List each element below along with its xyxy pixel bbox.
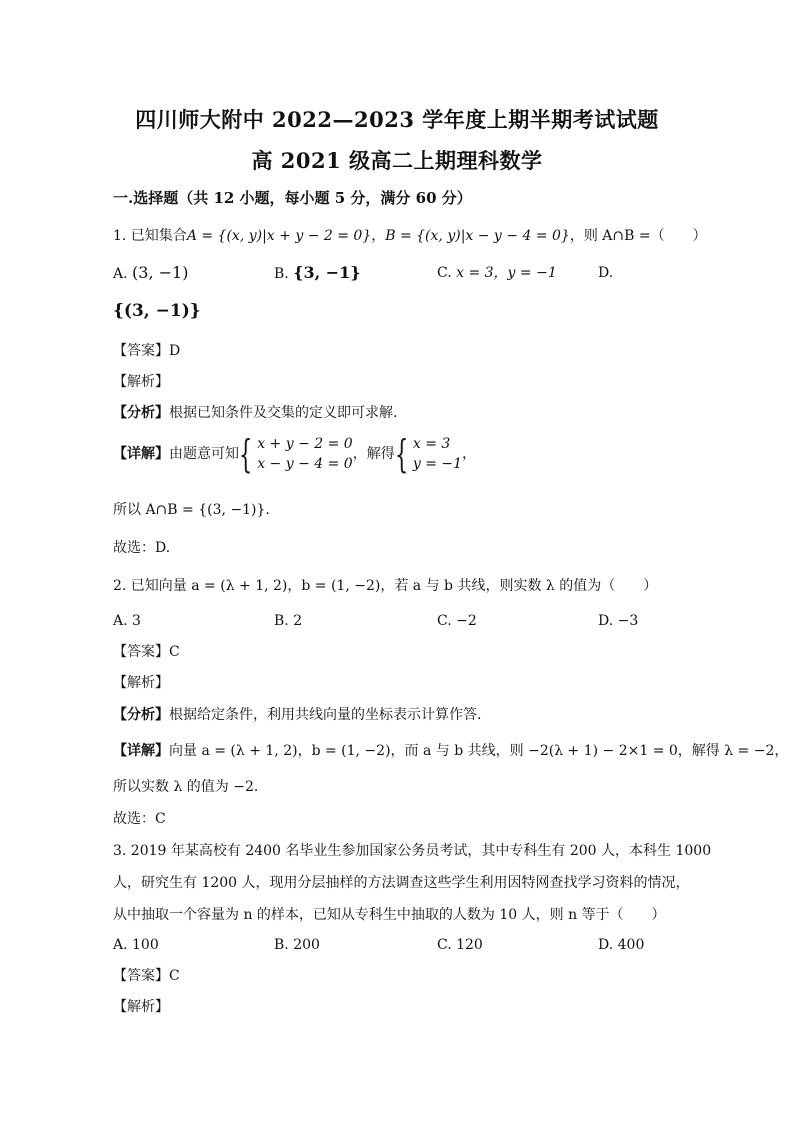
q2-xiangjie-text: 向量 a = (λ + 1, 2)，b = (1, −2)，而 a 与 b 共线，则 −2(λ + 1) − 2×1 = 0，解得 λ = −2， bbox=[169, 743, 789, 759]
q3-option-b: B. 200 bbox=[274, 937, 320, 953]
q1-option-b-value: {3, −1} bbox=[293, 263, 361, 282]
left-brace-icon: { bbox=[394, 432, 409, 476]
q1-set-a: A = {(x, y)|x + y − 2 = 0} bbox=[186, 228, 372, 244]
q3-stem-line1: 3. 2019 年某高校有 2400 名毕业生参加国家公务员考试，其中专科生有 200 人，本科生 1000 bbox=[113, 843, 712, 859]
q1-xiangjie bbox=[113, 434, 476, 474]
q3-answer: 【答案】C bbox=[113, 968, 180, 984]
q1-option-c-label: C. bbox=[437, 265, 452, 281]
q2-conclusion: 所以实数 λ 的值为 −2. bbox=[113, 779, 259, 795]
q3-option-a: A. 100 bbox=[113, 937, 159, 953]
q2-fenxi bbox=[113, 705, 481, 725]
q1-option-d-value: {(3, −1)} bbox=[113, 301, 201, 321]
q1-choose: 故选：D. bbox=[113, 540, 171, 556]
q1-xiangjie-text-a: 由题意可知 bbox=[169, 446, 239, 462]
left-brace-icon: { bbox=[239, 432, 253, 476]
q1-equation-1: x + y − 2 = 0 bbox=[257, 436, 353, 452]
q1-answer: 【答案】D bbox=[113, 343, 181, 359]
q1-xiangjie-tag: 【详解】 bbox=[113, 446, 169, 462]
q3-stem-line2: 人，研究生有 1200 人，现用分层抽样的方法调查这些学生利用因特网查找学习资料的情况， bbox=[113, 875, 690, 891]
q1-option-b-label: B. bbox=[274, 266, 289, 282]
q2-analysis-heading: 【解析】 bbox=[113, 675, 169, 691]
q1-stem-prefix: 1. 已知集合 bbox=[113, 228, 187, 244]
q1-option-b bbox=[274, 263, 361, 284]
q1-fenxi-text: 根据已知条件及交集的定义即可求解. bbox=[169, 405, 398, 421]
q1-fenxi bbox=[113, 403, 397, 423]
section-heading: 一.选择题（共 12 小题，每小题 5 分，满分 60 分） bbox=[113, 189, 472, 207]
q1-conclusion: 所以 A∩B = {(3, −1)}. bbox=[113, 502, 270, 518]
q3-option-d: D. 400 bbox=[598, 937, 645, 953]
q2-option-c: C. −2 bbox=[437, 613, 477, 629]
q2-xiangjie bbox=[113, 741, 788, 761]
q1-fenxi-tag: 【分析】 bbox=[113, 405, 169, 421]
q2-option-b: B. 2 bbox=[274, 613, 303, 629]
q1-sep: ， bbox=[371, 228, 386, 244]
q3-option-c: C. 120 bbox=[437, 937, 483, 953]
q1-xiangjie-text-b: ，解得 bbox=[352, 446, 395, 462]
q2-fenxi-tag: 【分析】 bbox=[113, 707, 169, 723]
q1-stem bbox=[113, 226, 707, 246]
q1-analysis-heading: 【解析】 bbox=[113, 374, 169, 390]
q2-stem: 2. 已知向量 a = (λ + 1, 2)，b = (1, −2)，若 a 与 b 共线，则实数 λ 的值为（ ） bbox=[113, 578, 658, 594]
exam-subtitle: 高 2021 级高二上期理科数学 bbox=[251, 148, 543, 173]
q1-xiangjie-text-c: ， bbox=[462, 446, 477, 462]
q1-option-a bbox=[113, 263, 188, 284]
q1-solution-system bbox=[413, 434, 462, 474]
q1-option-c-value: x = 3，y = −1 bbox=[456, 265, 557, 281]
q1-equation-2: x − y − 4 = 0 bbox=[257, 456, 353, 472]
q1-solution-x: x = 3 bbox=[412, 436, 451, 452]
q1-option-a-value: (3, −1) bbox=[132, 263, 189, 282]
q3-stem-line3: 从中抽取一个容量为 n 的样本，已知从专科生中抽取的人数为 10 人，则 n 等于（ ） bbox=[113, 907, 666, 923]
q2-choose: 故选：C bbox=[113, 811, 166, 827]
q1-equation-system bbox=[257, 434, 353, 474]
q1-solution-y: y = −1 bbox=[412, 456, 463, 472]
q1-stem-suffix: ，则 A∩B =（ ） bbox=[569, 228, 707, 244]
q1-option-d-label: D. bbox=[598, 265, 614, 281]
q2-xiangjie-tag: 【详解】 bbox=[113, 743, 169, 759]
q1-option-c bbox=[437, 263, 557, 283]
q2-fenxi-text: 根据给定条件，利用共线向量的坐标表示计算作答. bbox=[169, 707, 482, 723]
q1-option-a-label: A. bbox=[113, 266, 128, 282]
q1-set-b: B = {(x, y)|x − y − 4 = 0} bbox=[385, 228, 570, 244]
q2-answer: 【答案】C bbox=[113, 644, 180, 660]
exam-title: 四川师大附中 2022—2023 学年度上期半期考试试题 bbox=[135, 107, 659, 132]
q3-analysis-heading: 【解析】 bbox=[113, 999, 169, 1015]
q2-option-d: D. −3 bbox=[598, 613, 639, 629]
q2-option-a: A. 3 bbox=[113, 613, 141, 629]
